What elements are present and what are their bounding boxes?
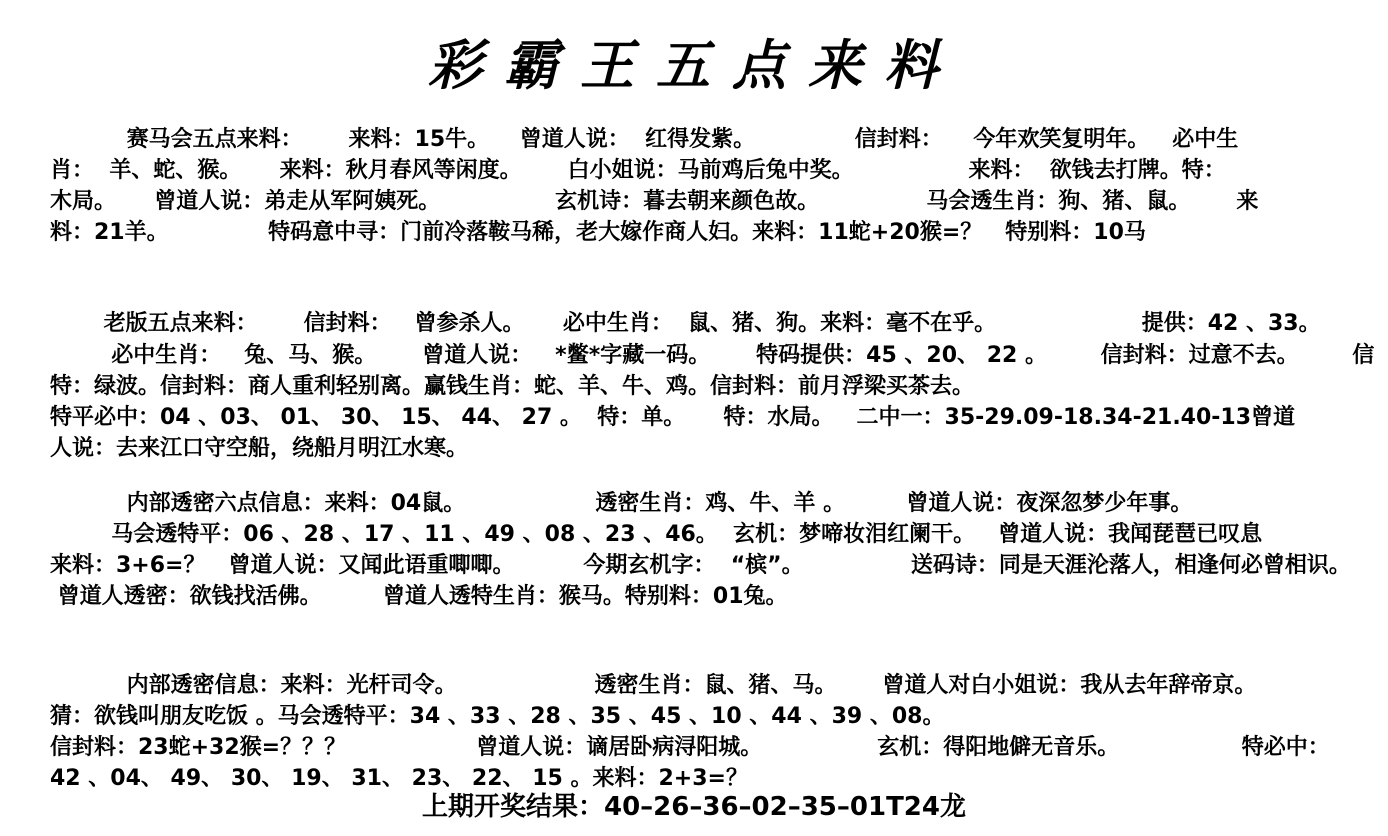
- text-line: 肖： 羊、蛇、猴。 来料：秋月春风等闲度。 白小姐说：马前鸡后兔中奖。 来料： 欲钱去打牌。特：: [50, 158, 1226, 183]
- text-line: 曾道人透密：欲钱找活佛。 曾道人透特生肖：猴马。特别料：01兔。: [50, 584, 788, 609]
- title-text: 彩霸王五点来料: [428, 33, 960, 97]
- page-title: [0, 30, 1388, 100]
- text-line: 猜：欲钱叫朋友吃饭 。马会透特平：34 、33 、28 、35 、45 、10 、44 、39 、08。: [50, 704, 945, 729]
- text-line: 料：21羊。 特码意中寻：门前冷落鞍马稀，老大嫁作商人妇。来料：11蛇+20猴=？ 特别料：10马: [50, 220, 1146, 245]
- text-line: 赛马会五点来料： 来料：15牛。 曾道人说： 红得发紫。 信封料： 今年欢笑复明年。 必中生: [50, 127, 1239, 152]
- text-line: 老版五点来料： 信封料： 曾参杀人。 必中生肖： 鼠、猪、狗。来料：毫不在乎。 提供：42 、33。: [50, 311, 1321, 336]
- text-line: 内部透密信息：来料：光杆司令。 透密生肖：鼠、猪、马。 曾道人对白小姐说：我从去年辞帝京。: [50, 673, 1257, 698]
- text-line: 42 、04、 49、 30、 19、 31、 23、 22、 15 。来料：2+3=？: [50, 766, 748, 791]
- text-line: 特：绿波。信封料：商人重利轻别离。赢钱生肖：蛇、羊、牛、鸡。信封料：前月浮梁买茶去。: [50, 374, 975, 399]
- text-line: 特平必中：04 、03、 01、 30、 15、 44、 27 。 特：单。 特：水局。 二中一：35-29.09-18.34-21.40-13曾道: [50, 405, 1296, 430]
- text-line: 信封料：23蛇+32猴=？？？ 曾道人说：谪居卧病浔阳城。 玄机：得阳地僻无音乐。 特必中：: [50, 735, 1330, 760]
- text-line: 内部透密六点信息：来料：04鼠。 透密生肖：鸡、牛、羊 。 曾道人说：夜深忽梦少年事。: [50, 491, 1193, 516]
- text-line: 来料：3+6=？ 曾道人说：又闻此语重唧唧。 今期玄机字： “槟”。 送码诗：同是天涯沦落人，相逢何必曾相识。: [50, 553, 1351, 578]
- last-draw-result: 上期开奖结果：40–26–36–02–35–01T24龙: [421, 792, 966, 822]
- text-line: 马会透特平：06 、28 、17 、11 、49 、08 、23 、46。 玄机：梦啼妆泪红阑干。 曾道人说：我闻琵琶已叹息: [50, 522, 1263, 547]
- text-line: 木局。 曾道人说：弟走从军阿姨死。 玄机诗：暮去朝来颜色故。 马会透生肖：狗、猪、鼠。 来: [50, 189, 1259, 214]
- text-line: 必中生肖： 兔、马、猴。 曾道人说： *鳖*字藏一码。 特码提供：45 、20、 22 。 信封料：过意不去。 信: [50, 343, 1375, 368]
- text-line: 人说：去来江口守空船，绕船月明江水寒。: [50, 436, 469, 461]
